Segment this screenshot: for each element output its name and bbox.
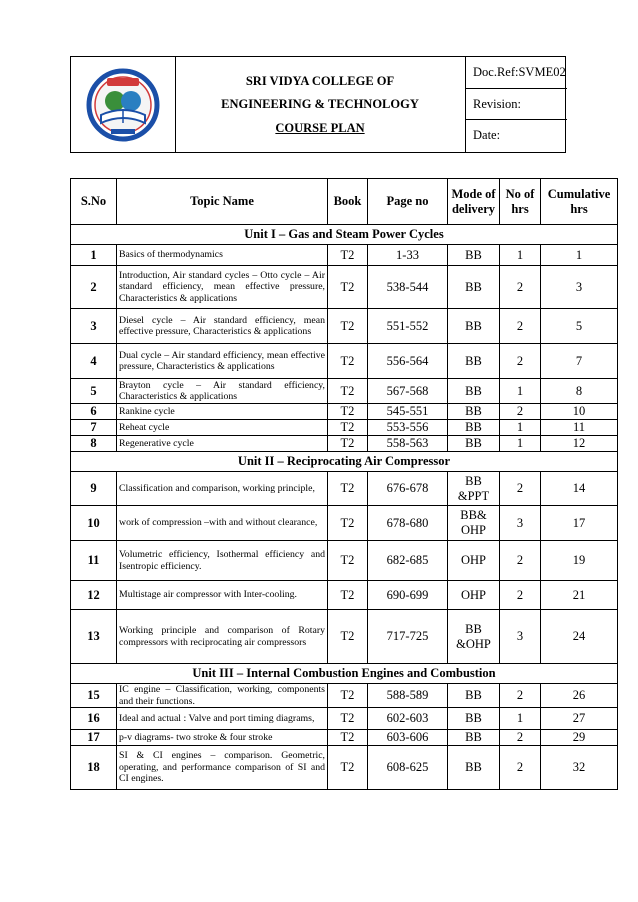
table-row <box>71 708 618 730</box>
table-body <box>71 225 618 790</box>
cell-mode: BB <box>448 245 500 266</box>
table-row <box>71 266 618 309</box>
cell-hrs: 1 <box>500 245 541 266</box>
table-row <box>71 379 618 404</box>
cell-mode: BB &OHP <box>448 610 500 664</box>
cell-page: 545-551 <box>368 404 448 420</box>
cell-topic: work of compression –with and without clearance, <box>117 506 328 541</box>
cell-cumulative: 17 <box>541 506 618 541</box>
cell-topic: Brayton cycle – Air standard efficiency, Characteristics & applications <box>117 379 328 404</box>
cell-hrs: 1 <box>500 436 541 452</box>
table-row <box>71 746 618 790</box>
cell-mode: BB <box>448 436 500 452</box>
col-hrs: No of hrs <box>500 179 541 225</box>
cell-sno: 2 <box>71 266 117 309</box>
cell-page: 608-625 <box>368 746 448 790</box>
cell-hrs: 2 <box>500 404 541 420</box>
cell-sno: 7 <box>71 420 117 436</box>
cell-topic: Rankine cycle <box>117 404 328 420</box>
document-meta <box>465 57 567 152</box>
cell-book: T2 <box>328 746 368 790</box>
cell-cumulative: 32 <box>541 746 618 790</box>
cell-cumulative: 1 <box>541 245 618 266</box>
cell-book: T2 <box>328 581 368 610</box>
document-title: COURSE PLAN <box>275 121 365 135</box>
col-sno: S.No <box>71 179 117 225</box>
cell-hrs: 2 <box>500 730 541 746</box>
cell-book: T2 <box>328 684 368 708</box>
document-header <box>70 56 566 153</box>
cell-cumulative: 12 <box>541 436 618 452</box>
cell-page: 602-603 <box>368 708 448 730</box>
cell-cumulative: 26 <box>541 684 618 708</box>
cell-sno: 18 <box>71 746 117 790</box>
col-page: Page no <box>368 179 448 225</box>
cell-book: T2 <box>328 730 368 746</box>
table-row <box>71 436 618 452</box>
cell-topic: Volumetric efficiency, Isothermal efficiency and Isentropic efficiency. <box>117 541 328 581</box>
table-row <box>71 506 618 541</box>
cell-topic: Multistage air compressor with Inter-cooling. <box>117 581 328 610</box>
cell-book: T2 <box>328 708 368 730</box>
cell-page: 553-556 <box>368 420 448 436</box>
college-name-line2: ENGINEERING & TECHNOLOGY <box>221 97 419 111</box>
cell-mode: BB <box>448 730 500 746</box>
unit-title: Unit I – Gas and Steam Power Cycles <box>71 225 618 245</box>
cell-hrs: 2 <box>500 266 541 309</box>
cell-cumulative: 24 <box>541 610 618 664</box>
cell-book: T2 <box>328 420 368 436</box>
cell-mode: BB& OHP <box>448 506 500 541</box>
cell-page: 567-568 <box>368 379 448 404</box>
college-logo-icon <box>71 57 175 152</box>
cell-topic: Diesel cycle – Air standard efficiency, mean effective pressure, Characteristics & applications <box>117 309 328 344</box>
cell-sno: 17 <box>71 730 117 746</box>
cell-sno: 5 <box>71 379 117 404</box>
cell-book: T2 <box>328 541 368 581</box>
cell-page: 1-33 <box>368 245 448 266</box>
cell-cumulative: 7 <box>541 344 618 379</box>
cell-page: 603-606 <box>368 730 448 746</box>
cell-book: T2 <box>328 610 368 664</box>
table-row <box>71 344 618 379</box>
cell-sno: 4 <box>71 344 117 379</box>
cell-book: T2 <box>328 266 368 309</box>
cell-sno: 15 <box>71 684 117 708</box>
cell-book: T2 <box>328 506 368 541</box>
table-header-row <box>71 179 618 225</box>
cell-sno: 6 <box>71 404 117 420</box>
cell-page: 556-564 <box>368 344 448 379</box>
cell-cumulative: 14 <box>541 472 618 506</box>
cell-page: 690-699 <box>368 581 448 610</box>
col-mode: Mode of delivery <box>448 179 500 225</box>
cell-hrs: 2 <box>500 746 541 790</box>
cell-topic: p-v diagrams- two stroke & four stroke <box>117 730 328 746</box>
cell-cumulative: 29 <box>541 730 618 746</box>
cell-mode: OHP <box>448 541 500 581</box>
cell-page: 676-678 <box>368 472 448 506</box>
unit-heading-row <box>71 225 618 245</box>
unit-title: Unit II – Reciprocating Air Compressor <box>71 452 618 472</box>
cell-sno: 3 <box>71 309 117 344</box>
cell-cumulative: 10 <box>541 404 618 420</box>
logo-cell <box>71 57 176 152</box>
table-row <box>71 245 618 266</box>
cell-mode: BB <box>448 420 500 436</box>
cell-mode: BB <box>448 309 500 344</box>
col-topic: Topic Name <box>117 179 328 225</box>
cell-hrs: 2 <box>500 344 541 379</box>
cell-page: 588-589 <box>368 684 448 708</box>
cell-mode: BB &PPT <box>448 472 500 506</box>
cell-page: 538-544 <box>368 266 448 309</box>
table-row <box>71 404 618 420</box>
cell-hrs: 3 <box>500 506 541 541</box>
unit-heading-row <box>71 452 618 472</box>
cell-topic: Regenerative cycle <box>117 436 328 452</box>
cell-page: 678-680 <box>368 506 448 541</box>
cell-cumulative: 5 <box>541 309 618 344</box>
cell-topic: IC engine – Classification, working, components and their functions. <box>117 684 328 708</box>
doc-ref: Doc.Ref:SVME02 <box>466 57 567 89</box>
cell-mode: BB <box>448 266 500 309</box>
cell-hrs: 3 <box>500 610 541 664</box>
cell-book: T2 <box>328 436 368 452</box>
cell-hrs: 2 <box>500 541 541 581</box>
cell-cumulative: 8 <box>541 379 618 404</box>
cell-topic: Introduction, Air standard cycles – Otto cycle – Air standard efficiency, mean effective pressure, Characteristics & applications <box>117 266 328 309</box>
cell-book: T2 <box>328 404 368 420</box>
table-row <box>71 309 618 344</box>
cell-page: 558-563 <box>368 436 448 452</box>
cell-cumulative: 21 <box>541 581 618 610</box>
cell-hrs: 2 <box>500 581 541 610</box>
cell-topic: Reheat cycle <box>117 420 328 436</box>
table-row <box>71 684 618 708</box>
cell-cumulative: 27 <box>541 708 618 730</box>
cell-sno: 9 <box>71 472 117 506</box>
unit-heading-row <box>71 664 618 684</box>
col-cumulative: Cumulative hrs <box>541 179 618 225</box>
cell-mode: BB <box>448 379 500 404</box>
cell-topic: Classification and comparison, working principle, <box>117 472 328 506</box>
cell-hrs: 2 <box>500 309 541 344</box>
cell-book: T2 <box>328 344 368 379</box>
cell-mode: OHP <box>448 581 500 610</box>
cell-mode: BB <box>448 684 500 708</box>
cell-sno: 8 <box>71 436 117 452</box>
table-row <box>71 541 618 581</box>
cell-topic: Dual cycle – Air standard efficiency, mean effective pressure, Characteristics & applications <box>117 344 328 379</box>
cell-sno: 12 <box>71 581 117 610</box>
cell-hrs: 1 <box>500 379 541 404</box>
cell-cumulative: 11 <box>541 420 618 436</box>
cell-hrs: 2 <box>500 472 541 506</box>
table-row <box>71 581 618 610</box>
table-row <box>71 730 618 746</box>
cell-topic: Working principle and comparison of Rotary compressors with reciprocating air compressors <box>117 610 328 664</box>
table-row <box>71 610 618 664</box>
cell-book: T2 <box>328 379 368 404</box>
cell-hrs: 2 <box>500 684 541 708</box>
col-book: Book <box>328 179 368 225</box>
college-name-line1: SRI VIDYA COLLEGE OF <box>245 74 395 88</box>
unit-title: Unit III – Internal Combustion Engines and Combustion <box>71 664 618 684</box>
cell-cumulative: 19 <box>541 541 618 581</box>
cell-book: T2 <box>328 309 368 344</box>
revision: Revision: <box>466 89 567 121</box>
cell-sno: 11 <box>71 541 117 581</box>
cell-page: 551-552 <box>368 309 448 344</box>
cell-mode: BB <box>448 344 500 379</box>
cell-book: T2 <box>328 472 368 506</box>
cell-hrs: 1 <box>500 708 541 730</box>
cell-sno: 1 <box>71 245 117 266</box>
cell-cumulative: 3 <box>541 266 618 309</box>
cell-page: 682-685 <box>368 541 448 581</box>
cell-sno: 10 <box>71 506 117 541</box>
cell-sno: 16 <box>71 708 117 730</box>
cell-sno: 13 <box>71 610 117 664</box>
cell-mode: BB <box>448 708 500 730</box>
cell-page: 717-725 <box>368 610 448 664</box>
course-plan-table <box>70 178 618 790</box>
date: Date: <box>473 128 501 143</box>
cell-book: T2 <box>328 245 368 266</box>
cell-topic: SI & CI engines – comparison. Geometric, operating, and performance comparison of SI and CI engines. <box>117 746 328 790</box>
table-row <box>71 420 618 436</box>
college-title-block <box>175 57 465 152</box>
cell-mode: BB <box>448 404 500 420</box>
cell-topic: Basics of thermodynamics <box>117 245 328 266</box>
table-row <box>71 472 618 506</box>
cell-topic: Ideal and actual : Valve and port timing diagrams, <box>117 708 328 730</box>
cell-mode: BB <box>448 746 500 790</box>
cell-hrs: 1 <box>500 420 541 436</box>
